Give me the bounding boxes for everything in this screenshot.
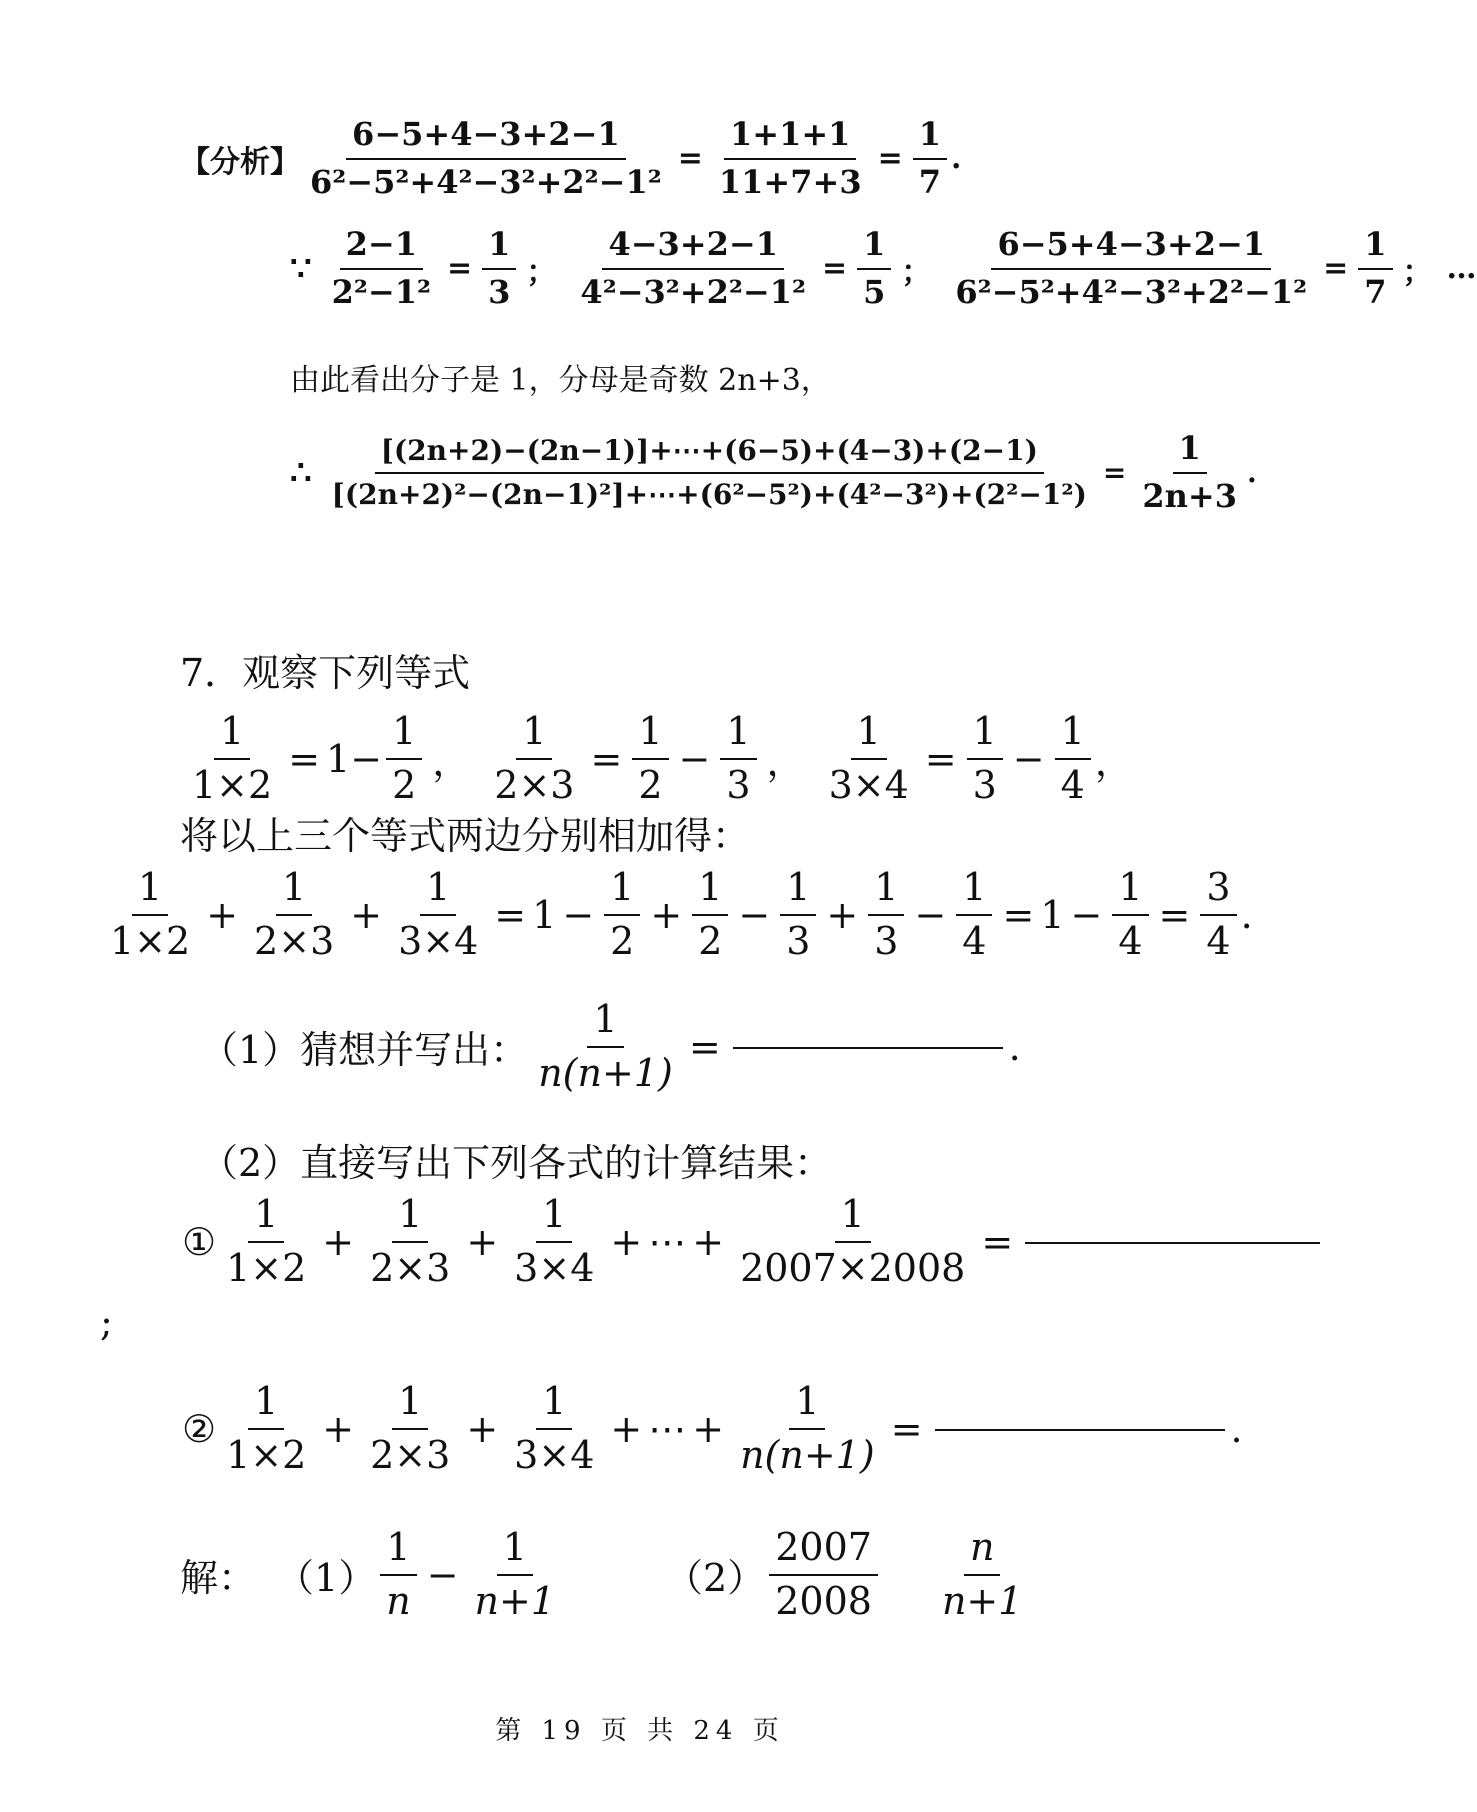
analysis-line-3: 由此看出分子是 1，分母是奇数 2n+3， [290,363,831,398]
circled-two: ② [182,1406,217,1451]
fraction: $\frac{1}{1\times 2}$ [226,1192,307,1290]
fraction: $\frac{1}{2}$ [632,712,668,806]
fraction: $\frac{2007}{2008}$ [769,1528,878,1622]
analysis-line-1: 【分析】 $\frac{6-5+4-3+2-1}{\text{6²−5²+4²−3²+2²−1²}}$ = $\frac{1+1+1}{11+7+3}$ = $\frac{1}{7}$ . [180,115,962,201]
fraction: $\frac{1}{4}$ [1112,868,1148,962]
fraction: $\frac{1}{7}$ [913,118,947,199]
fraction: $\frac{1}{3}$ [967,712,1003,806]
fraction: $\frac{1}{3}$ [482,228,516,309]
sum-line: $\frac{1}{1\times 2}$ + $\frac{1}{2\times 3}$ + $\frac{1}{3\times 4}$ = 1 − $\frac{1}{2}$ + $\frac{1}{2}$ − $\frac{1}{3}$ + $\frac{1}{3}$ − $\frac{1}{4}$ = 1 − $\frac{1}{4}$ = $\frac{3}{4}$ . [100,868,1253,962]
sum-1: ① $\frac{1}{1\times 2}$ + $\frac{1}{2\times 3}$ + $\frac{1}{3\times 4}$ + ⋯ + $\frac{1}{2007\times 2008}$ = [182,1195,1326,1289]
therefore-symbol: ∴ [290,452,312,493]
fraction: $\frac{1}{2}$ [386,712,422,806]
analysis-line-4: ∴ $\frac{[(2n+2)-(2n-1)]+\cdots+(6-5)+(4-3)+(2-1)}{\text{[(2n+2)²−(2n−1)²]+⋯+(6²−5²)+(4²−3²)+(2²−1²)}}$ = $\frac{1}{2n+3}$ . [290,429,1257,515]
fraction: $\frac{1}{n(n+1)}$ [740,1379,875,1477]
circled-one: ① [182,1219,217,1264]
fraction: $\frac{1}{3\times 4}$ [514,1379,595,1477]
fraction: $\frac{3}{4}$ [1200,868,1236,962]
fraction: $\frac{6-5+4-3+2-1}{\text{6²−5²+4²−3²+2²−1²}}$ [310,115,662,201]
fraction: $\frac{1}{n}$ [380,1528,416,1622]
equations-row: $\frac{1}{1\times 2}$ = 1− $\frac{1}{2}$ ， $\frac{1}{2\times 3}$ = $\frac{1}{2}$ − $\frac{1}{3}$ ， $\frac{1}{3\times 4}$ = $\frac{1}{3}$ − $\frac{1}{4}$ ， [182,712,1133,806]
fraction: $\frac{4-3+2-1}{\text{4²−3²+2²−1²}}$ [580,225,806,311]
sum-2: ② $\frac{1}{1\times 2}$ + $\frac{1}{2\times 3}$ + $\frac{1}{3\times 4}$ + ⋯ + $\frac{1}{n(n+1)}$ = . [182,1379,1243,1477]
page-footer: 第 19 页 共 24 页 [495,1716,785,1746]
fraction: $\frac{1}{2\times 3}$ [494,709,575,807]
fraction: $\frac{1}{3\times 4}$ [398,865,479,963]
question-title: 7．观察下列等式 [180,651,471,695]
part-2-label: （2）直接写出下列各式的计算结果： [200,1141,833,1185]
fraction: $\frac{1}{2007\times 2008}$ [740,1192,966,1290]
fraction: $\frac{1}{2\times 3}$ [370,1379,451,1477]
fraction: $\frac{[(2n+2)-(2n-1)]+\cdots+(6-5)+(4-3)+(2-1)}{\text{[(2n+2)²−(2n−1)²]+⋯+(6²−5²)+(4²−3²)+(2²−1²)}}$ [331,434,1087,511]
fraction: $\frac{2-1}{\text{2²−1²}}$ [331,225,432,311]
analysis-label: 【分析】 [180,144,300,180]
fraction: $\frac{1}{3}$ [720,712,756,806]
fraction: $\frac{1+1+1}{11+7+3}$ [718,115,862,201]
answer-blank[interactable] [733,1045,1003,1049]
fraction: $\frac{1}{3\times 4}$ [828,709,909,807]
fraction: $\frac{1}{2n+3}$ [1142,429,1237,515]
fraction: $\frac{6-5+4-3+2-1}{\text{6²−5²+4²−3²+2²−1²}}$ [955,225,1308,311]
answer-blank[interactable] [1025,1240,1320,1244]
fraction: $\frac{1}{3\times 4}$ [514,1192,595,1290]
fraction: $\frac{1}{1\times 2}$ [226,1379,307,1477]
because-symbol: ∵ [290,248,312,289]
fraction: $\frac{1}{2\times 3}$ [254,865,335,963]
fraction: $\frac{1}{3}$ [780,868,816,962]
semicolon: ; [100,1300,113,1344]
fraction: $\frac{1}{3}$ [868,868,904,962]
answer-blank[interactable] [935,1427,1225,1431]
add-text: 将以上三个等式两边分别相加得： [180,814,751,858]
fraction: $\frac{1}{7}$ [1358,228,1392,309]
fraction: $\frac{1}{n(n+1)}$ [538,997,673,1095]
fraction: $\frac{n}{n+1}$ [941,1525,1023,1623]
fraction: $\frac{1}{1\times 2}$ [110,865,191,963]
analysis-line-2: ∵ $\frac{2-1}{\text{2²−1²}}$ = $\frac{1}{3}$ ； $\frac{4-3+2-1}{\text{4²−3²+2²−1²}}$ = $\frac{1}{5}$ ； $\frac{6-5+4-3+2-1}{\text{6²−5²+4²−3²+2²−1²}}$ = $\frac{1}{7}$ ； … [290,225,1477,311]
fraction: $\frac{1}{1\times 2}$ [192,709,273,807]
fraction: $\frac{1}{n+1}$ [474,1525,556,1623]
fraction: $\frac{1}{4}$ [1055,712,1091,806]
fraction: $\frac{1}{5}$ [857,228,891,309]
fraction: $\frac{1}{4}$ [956,868,992,962]
solution: 解： （1） $\frac{1}{n}$ − $\frac{1}{n+1}$ （2） $\frac{2007}{2008}$ $\frac{n}{n+1}$ [180,1528,1032,1622]
fraction: $\frac{1}{2}$ [604,868,640,962]
part-1: （1）猜想并写出： $\frac{1}{n(n+1)}$ = . [200,997,1021,1095]
fraction: $\frac{1}{2\times 3}$ [370,1192,451,1290]
fraction: $\frac{1}{2}$ [692,868,728,962]
